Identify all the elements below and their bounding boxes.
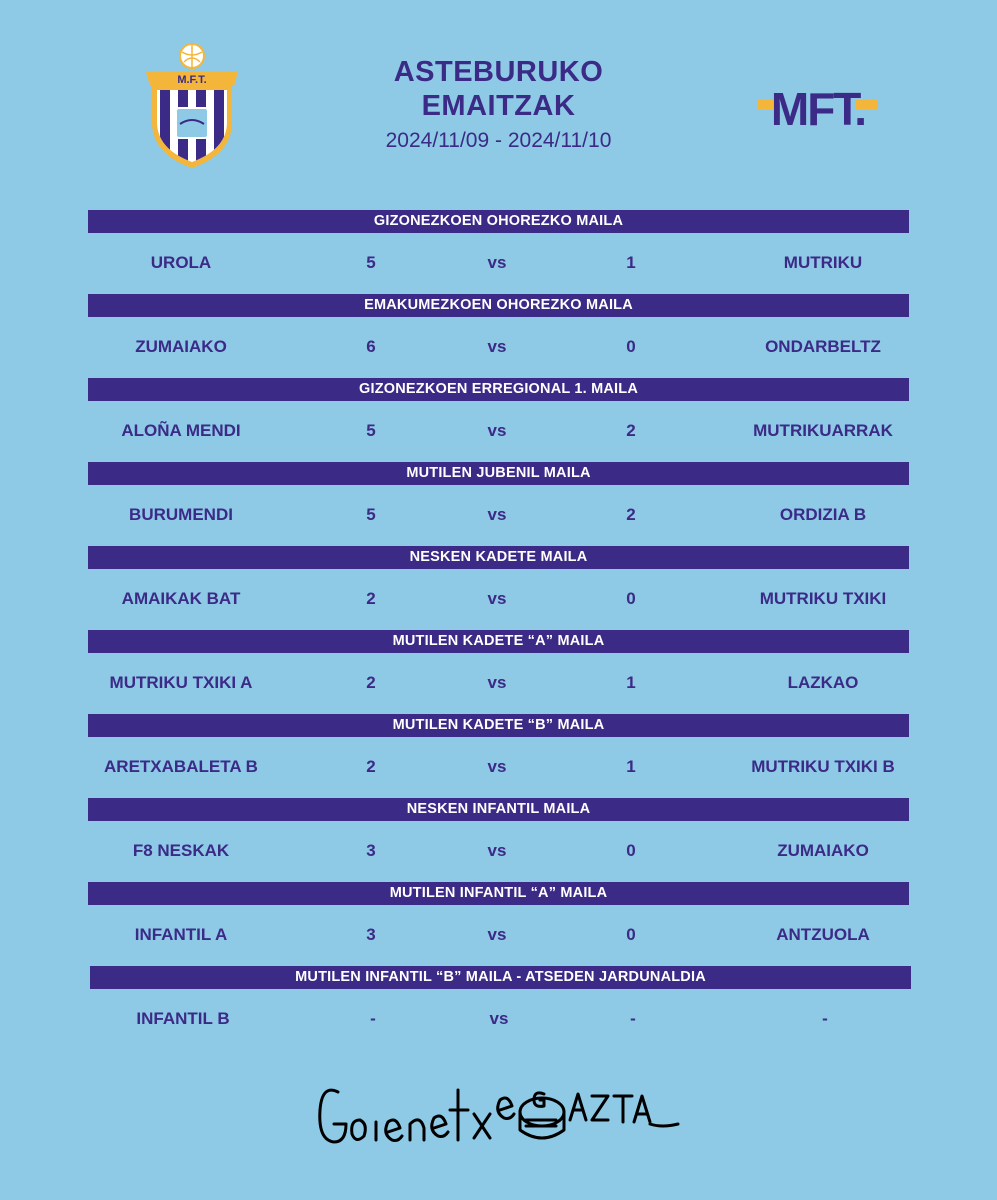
mft-logo-text: MFT. [770,83,866,134]
home-team: ZUMAIAKO [135,337,227,356]
league-band: MUTILEN JUBENIL MAILA [88,462,909,485]
home-team: INFANTIL B [136,1009,230,1028]
away-team: ORDIZIA B [779,505,867,524]
away-team: ONDARBELTZ [765,337,881,356]
away-team: - [822,1009,828,1028]
away-team: MUTRIKUARRAK [753,421,893,440]
home-team: AMAIKAK BAT [121,589,241,608]
vs-label: vs [489,1009,509,1028]
home-score: 3 [366,925,376,944]
league-band: MUTILEN KADETE “B” MAILA [88,714,909,737]
league-band: MUTILEN INFANTIL “B” MAILA - ATSEDEN JARDUNALDIA [90,966,911,989]
mft-logo [758,80,878,134]
league-band: GIZONEZKOEN OHOREZKO MAILA [88,210,909,233]
away-score: 0 [626,925,636,944]
league-band: NESKEN INFANTIL MAILA [88,798,909,821]
match-row [88,233,909,294]
home-score: 2 [366,673,376,692]
page-title-line2: EMAITZAK [421,90,576,122]
home-score: 5 [366,505,376,524]
result-section [88,294,909,378]
home-score: 2 [366,589,376,608]
vs-label: vs [487,841,507,860]
vs-label: vs [487,589,507,608]
match-row [88,905,909,966]
home-team: MUTRIKU TXIKI A [109,673,253,692]
home-score: 6 [366,337,376,356]
home-team: F8 NESKAK [132,841,230,860]
match-row [90,989,911,1050]
home-team: ARETXABALETA B [104,757,258,776]
home-score: 2 [366,757,376,776]
home-score: 3 [366,841,376,860]
match-row [88,737,909,798]
vs-label: vs [487,925,507,944]
away-score: 2 [626,505,636,524]
match-row [88,569,909,630]
page-title-line1: ASTEBURUKO [393,56,604,88]
away-team: MUTRIKU TXIKI B [751,757,895,776]
match-row [88,821,909,882]
club-crest-logo [140,42,244,172]
league-band: GIZONEZKOEN ERREGIONAL 1. MAILA [88,378,909,401]
sponsor-logo-goienetxe-gazta [312,1070,682,1160]
result-section [88,630,909,714]
away-score: - [630,1009,636,1028]
vs-label: vs [487,421,507,440]
home-score: - [370,1009,376,1028]
home-score: 5 [366,253,376,272]
away-team: ANTZUOLA [776,925,870,944]
away-team: MUTRIKU [783,253,863,272]
result-section [88,210,909,294]
match-row [88,317,909,378]
away-score: 0 [626,337,636,356]
title-block [300,55,697,153]
away-score: 1 [626,757,636,776]
vs-label: vs [487,337,507,356]
vs-label: vs [487,757,507,776]
result-section [88,462,909,546]
vs-label: vs [487,673,507,692]
result-section [88,546,909,630]
league-band: MUTILEN KADETE “A” MAILA [88,630,909,653]
league-band: EMAKUMEZKOEN OHOREZKO MAILA [88,294,909,317]
home-team: INFANTIL A [134,925,228,944]
away-score: 0 [626,841,636,860]
away-team: ZUMAIAKO [777,841,869,860]
result-section [88,798,909,882]
home-team: BURUMENDI [129,505,233,524]
vs-label: vs [487,505,507,524]
crest-text: M.F.T. [177,74,207,86]
result-section [90,966,911,1050]
home-team: UROLA [150,253,212,272]
match-row [88,401,909,462]
date-range: 2024/11/09 - 2024/11/10 [385,129,612,152]
match-row [88,653,909,714]
league-band: NESKEN KADETE MAILA [88,546,909,569]
away-score: 0 [626,589,636,608]
sponsor-text: Goienetxe GAZTA [492,1158,502,1159]
away-team: LAZKAO [787,673,859,692]
match-row [88,485,909,546]
away-score: 1 [626,253,636,272]
header [0,0,997,200]
result-section [88,882,909,966]
vs-label: vs [487,253,507,272]
home-team: ALOÑA MENDI [121,421,241,440]
home-score: 5 [366,421,376,440]
result-section [88,714,909,798]
result-section [88,378,909,462]
away-team: MUTRIKU TXIKI [759,589,887,608]
league-band: MUTILEN INFANTIL “A” MAILA [88,882,909,905]
away-score: 1 [626,673,636,692]
away-score: 2 [626,421,636,440]
